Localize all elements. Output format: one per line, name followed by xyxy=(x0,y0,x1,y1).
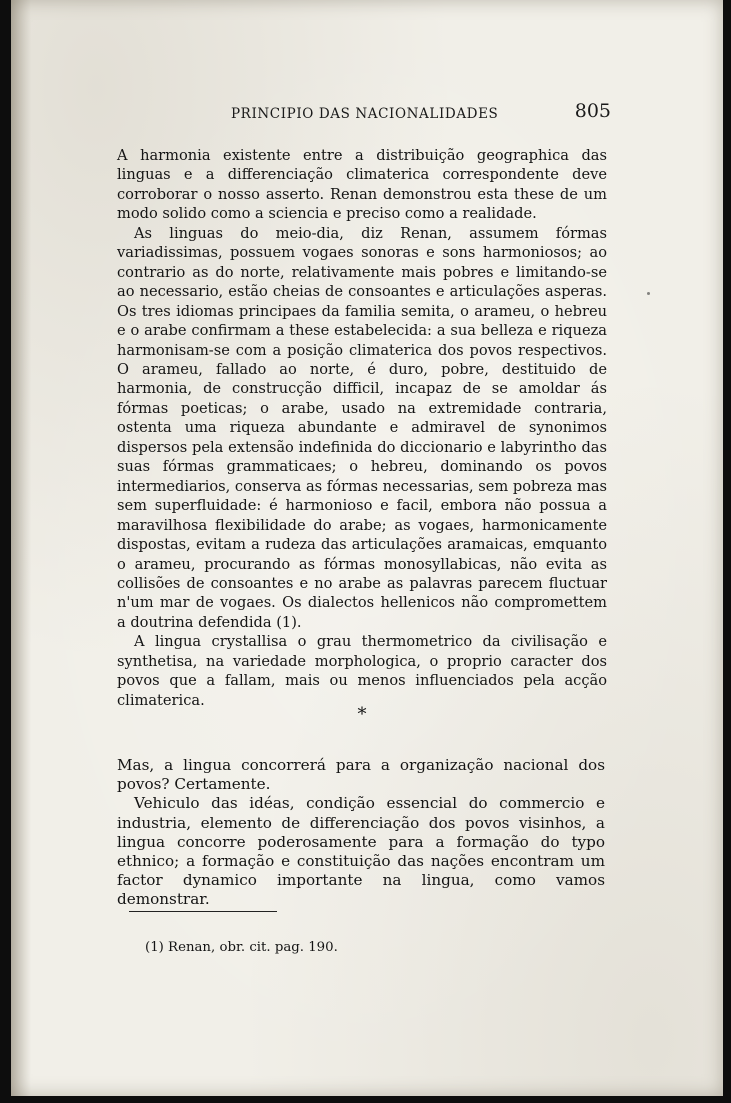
running-title: PRINCIPIO DAS NACIONALIDADES xyxy=(231,106,499,122)
paragraph: As linguas do meio-dia, diz Renan, assumem fórmas variadissimas, possuem vogaes sonoras e sons harmoniosos; ao contrario as do norte, relativamente mais pobres e limitando-se ao necessario, estão cheias de consoantes e articulações asperas. Os tres idiomas principaes da familia semita, o arameu, o hebreu e o arabe confirmam a these estabelecida: a sua belleza e riqueza harmonisam-se com a posição climaterica dos povos respectivos. O arameu, fallado ao norte, é duro, pobre, destituido de harmonia, de construcção difficil, incapaz de se amoldar ás fórmas poeticas; o arabe, usado na extremidade contraria, ostenta uma riqueza abundante e admiravel de synonimos dispersos pela extensão indefinida do diccionario e labyrintho das suas fórmas grammaticaes; o hebreu, dominando os povos intermediarios, conserva as fórmas necessarias, sem pobreza mas sem superfluidade: é harmonioso e facil, embora não possua a maravilhosa flexibilidade do arabe; as vogaes, harmonicamente dispostas, evitam a rudeza das articulações aramaicas, emquanto o arameu, procurando as fórmas monosyllabicas, não evita as collisões de consoantes e no arabe as palavras parecem fluctuar n'um mar de vogaes. Os dialectos hellenicos não compromettem a doutrina defendida (1). xyxy=(117,224,608,631)
paper-speck xyxy=(647,292,650,295)
page-number: 805 xyxy=(574,100,611,122)
paragraph: A harmonia existente entre a distribuição geographica das linguas e a differenciação climaterica correspondente deve corroborar o nosso asserto. Renan demonstrou esta these de um modo solido como a sciencia e preciso como a realidade. xyxy=(117,147,607,223)
page-gutter-shadow xyxy=(11,0,31,1096)
paragraph: A lingua crystallisa o grau thermometrico da civilisação e synthetisa, na variedade morphologica, o proprio caracter dos povos que a fallam, mais ou menos influenciados pela acção climaterica. xyxy=(117,633,607,709)
main-text-section-2 xyxy=(117,756,605,910)
page-header xyxy=(231,100,611,128)
paragraph: Mas, a lingua concorrerá para a organização nacional dos povos? Certamente. xyxy=(117,756,605,794)
paragraph: Vehiculo das idéas, condição essencial do commercio e industria, elemento de differenciação dos povos visinhos, a lingua concorre poderosamente para a formação do typo ethnico; a formação e constituição das nações encontram um factor dynamico importante na lingua, como vamos demonstrar. xyxy=(117,794,605,909)
footnote-rule xyxy=(129,911,277,912)
book-page xyxy=(11,0,723,1096)
footnote: (1) Renan, obr. cit. pag. 190. xyxy=(145,940,338,955)
main-text-section-1 xyxy=(117,146,607,710)
section-separator-asterisk: * xyxy=(357,704,367,725)
